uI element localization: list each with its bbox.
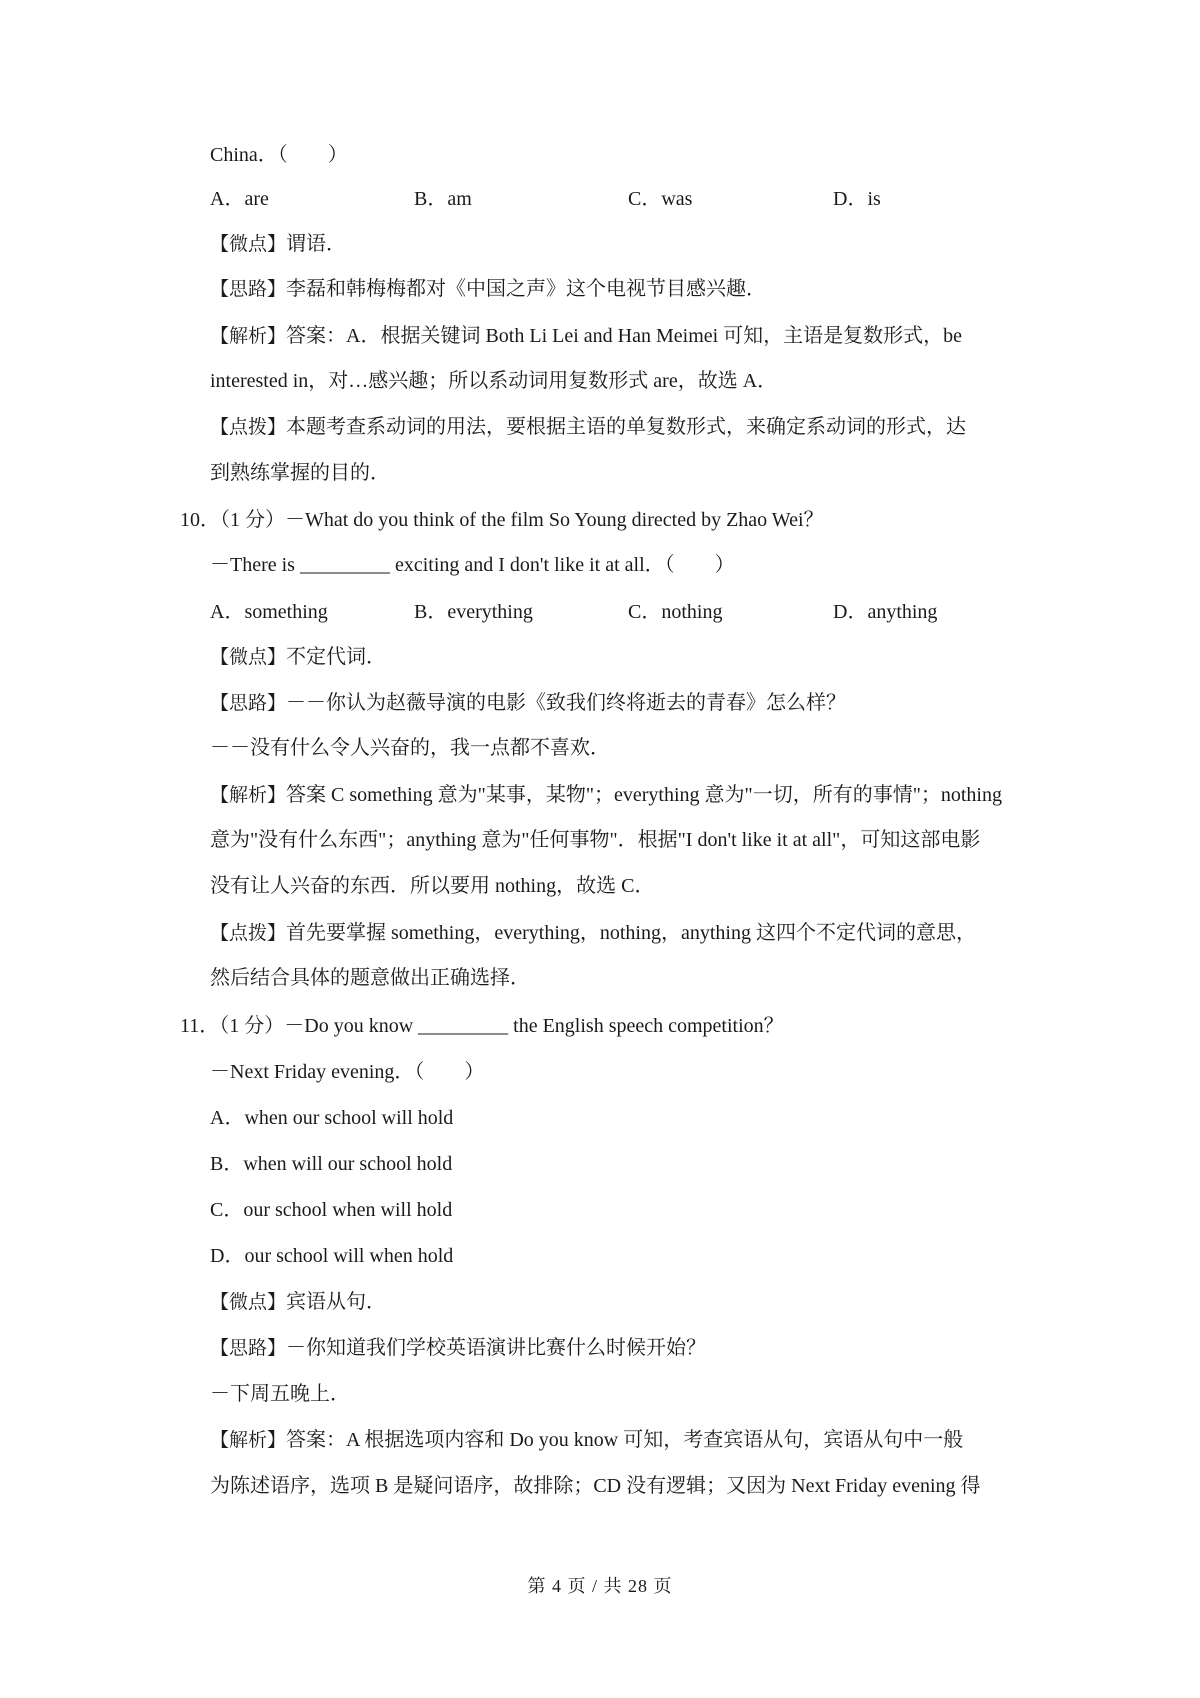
q9-stem-tail: China．（ ） <box>210 144 348 166</box>
q9-jiexi-line-2: interested in，对…感兴趣；所以系动词用复数形式 are，故选 A． <box>210 370 778 392</box>
q10-jiexi-line-2: 意为"没有什么东西"；anything 意为"任何事物"．根据"I don't like it at all"，可知这部电影 <box>210 829 981 851</box>
q10-weidian <box>210 643 386 671</box>
q9-option-d: D．is <box>833 188 881 210</box>
q10-option-c: C．nothing <box>628 601 723 623</box>
q10-silu-line-2: －－没有什么令人兴奋的，我一点都不喜欢． <box>210 737 610 759</box>
q11-option-d: D．our school will when hold <box>210 1245 454 1267</box>
weidian-tag: 【微点】 <box>210 646 287 668</box>
q10-silu-text-1: －－你认为赵薇导演的电影《致我们终将逝去的青春》怎么样？ <box>286 692 847 714</box>
q10-jiexi-line-1 <box>210 781 1002 809</box>
weidian-tag: 【微点】 <box>210 233 287 255</box>
q9-dianbo-line-2: 到熟练掌握的目的． <box>210 462 390 484</box>
weidian-tag: 【微点】 <box>210 1291 287 1313</box>
silu-tag: 【思路】 <box>210 1337 287 1359</box>
q9-silu <box>210 275 766 303</box>
q9-silu-text: 李磊和韩梅梅都对《中国之声》这个电视节目感兴趣． <box>286 278 767 300</box>
q9-dianbo-text-1: 本题考查系动词的用法，要根据主语的单复数形式，来确定系动词的形式，达 <box>286 416 967 438</box>
q10-options <box>210 598 1010 626</box>
q9-option-a: A．are <box>210 188 269 210</box>
q10-stem-1: 10．（1 分）－What do you think of the film So Young directed by Zhao Wei？ <box>180 509 824 531</box>
q9-dianbo-line-1 <box>210 413 966 441</box>
q9-option-c: C．was <box>628 188 693 210</box>
silu-tag: 【思路】 <box>210 278 287 300</box>
dianbo-tag: 【点拨】 <box>210 416 287 438</box>
q11-option-c: C．our school when will hold <box>210 1199 453 1221</box>
q9-option-b: B．am <box>414 188 472 210</box>
q11-jiexi-line-2: 为陈述语序，选项 B 是疑问语序，故排除；CD 没有逻辑；又因为 Next Friday evening 得 <box>210 1475 981 1497</box>
q10-option-b: B．everything <box>414 601 533 623</box>
q11-stem-1: 11．（1 分）－Do you know _________ the English speech competition？ <box>180 1015 784 1037</box>
q11-jiexi-text-1: 答案：A 根据选项内容和 Do you know 可知，考查宾语从句，宾语从句中一般 <box>286 1429 964 1451</box>
q9-jiexi-text-1: 答案：A．根据关键词 Both Li Lei and Han Meimei 可知，主语是复数形式，be <box>286 325 963 347</box>
q9-jiexi-line-1 <box>210 322 962 350</box>
q9-options <box>210 185 1010 213</box>
q10-weidian-text: 不定代词． <box>286 646 387 668</box>
q10-dianbo-text-1: 首先要掌握 something，everything，nothing，anything 这四个不定代词的意思， <box>286 922 976 944</box>
q10-stem-2: －There is _________ exciting and I don't like it at all．（ ） <box>210 554 735 576</box>
q11-option-a: A．when our school will hold <box>210 1107 454 1129</box>
q11-silu-line-2: －下周五晚上． <box>210 1383 350 1405</box>
q11-silu-text-1: －你知道我们学校英语演讲比赛什么时候开始？ <box>286 1337 707 1359</box>
jiexi-tag: 【解析】 <box>210 1429 287 1451</box>
q11-jiexi-line-1 <box>210 1426 963 1454</box>
q10-option-a: A．something <box>210 601 328 623</box>
dianbo-tag: 【点拨】 <box>210 922 287 944</box>
q10-dianbo-line-2: 然后结合具体的题意做出正确选择． <box>210 967 530 989</box>
q10-silu-line-1 <box>210 689 846 717</box>
page-footer: 第 4 页 / 共 28 页 <box>527 1576 673 1596</box>
q11-weidian-text: 宾语从句． <box>286 1291 387 1313</box>
jiexi-tag: 【解析】 <box>210 325 287 347</box>
q10-dianbo-line-1 <box>210 919 976 947</box>
q11-stem-2: －Next Friday evening．（ ） <box>210 1061 485 1083</box>
silu-tag: 【思路】 <box>210 692 287 714</box>
q9-weidian-text: 谓语． <box>286 233 347 255</box>
q10-jiexi-text-1: 答案 C something 意为"某事，某物"；everything 意为"一切，所有的事情"；nothing <box>286 784 1002 806</box>
q10-jiexi-line-3: 没有让人兴奋的东西．所以要用 nothing，故选 C． <box>210 875 655 897</box>
jiexi-tag: 【解析】 <box>210 784 287 806</box>
q9-weidian <box>210 230 346 258</box>
q11-option-b: B．when will our school hold <box>210 1153 453 1175</box>
q11-silu-line-1 <box>210 1334 706 1362</box>
q11-weidian <box>210 1288 386 1316</box>
q10-option-d: D．anything <box>833 601 938 623</box>
